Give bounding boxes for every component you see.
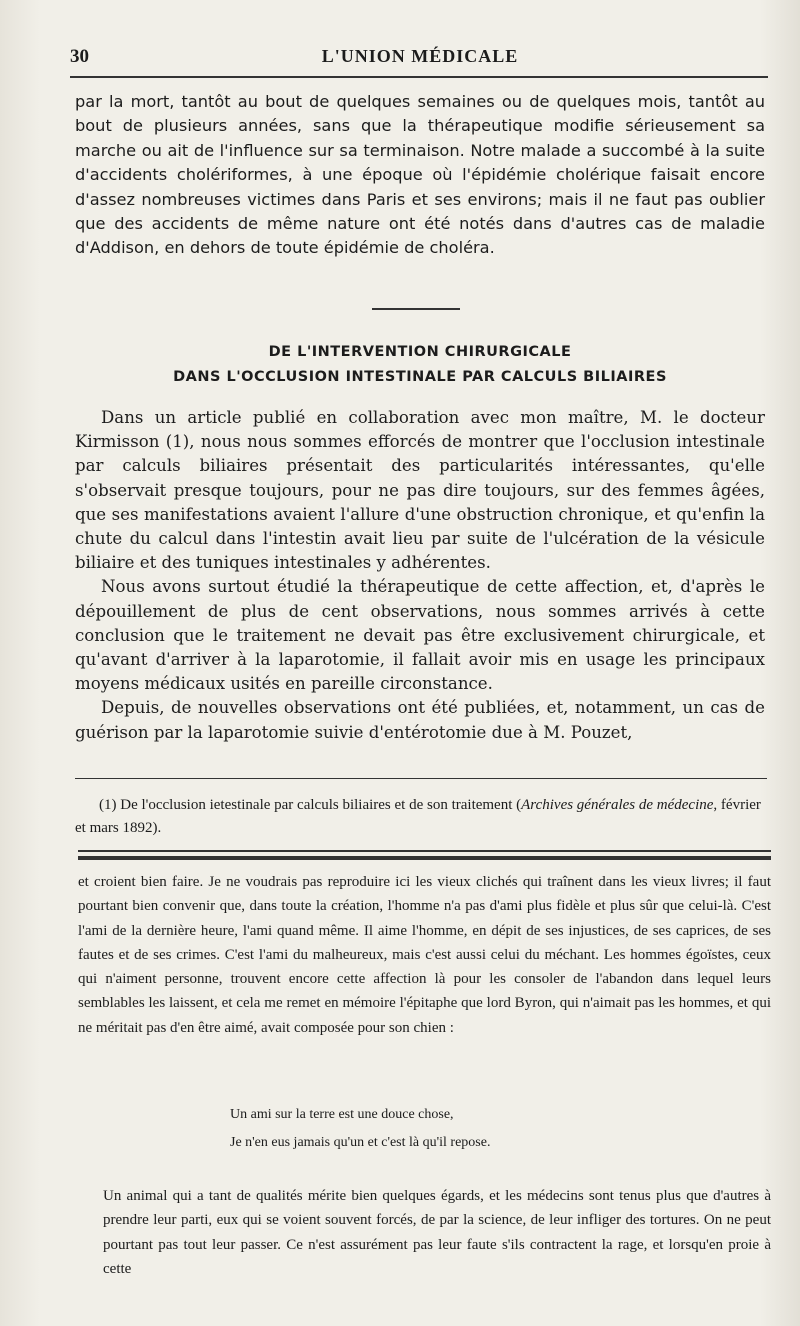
- article-paragraph: Depuis, de nouvelles observations ont été publiées, et, notamment, un cas de guérison par la laparotomie suivie d'entérotomie due à M. Pouzet,: [75, 698, 765, 742]
- feuilleton-text: [78, 870, 771, 1040]
- section-title-line-1: DE L'INTERVENTION CHIRURGICALE: [268, 344, 572, 360]
- article-body: [75, 406, 765, 745]
- article-paragraph: Nous avons surtout étudié la thérapeutique de cette affection, et, d'après le dépouillement de plus de cent observations, nous sommes arrivés à cette conclusion que le traitement ne devait pas être exclusivement chirurgicale, et qu'avant d'arriver à la laparotomie, il fallait avoir mis en usage les principaux moyens médicaux usités en pareille circonstance.: [75, 577, 765, 694]
- running-title: L'UNION MÉDICALE: [321, 46, 519, 66]
- page-header: [70, 40, 770, 72]
- section-separator: [372, 308, 460, 310]
- epitaph-verse-line-1: Un ami sur la terre est une douce chose,: [230, 1107, 454, 1122]
- feuilleton-rule-top: [78, 850, 771, 852]
- article-paragraph: Dans un article publié en collaboration avec mon maître, M. le docteur Kirmisson (1), nous nous sommes efforcés de montrer que l'occlusion intestinale par calculs biliaires présentait des particularités intéressantes, qu'elle s'observait presque toujours, pour ne pas dire toujours, sur des femmes âgées, que ses manifestations avaient l'allure d'une obstruction chronique, et qu'enfin la chute du calcul dans l'intestin avait lieu par suite de l'ulcération de la vésicule biliaire et des tuniques intestinales y adhérentes.: [75, 408, 765, 573]
- footnote-text: (1) De l'occlusion ietestinale par calculs biliaires et de son traitement (: [99, 797, 522, 813]
- feuilleton-paragraph: et croient bien faire. Je ne voudrais pas reproduire ici les vieux clichés qui traînent dans les vieux livres; il faut pourtant bien convenir que, dans toute la création, l'homme n'a pas d'ami plus fidèle et plus sûr que celui-là. C'est l'ami de la dernière heure, l'ami quand même. Il aime l'homme, en dépit de ses injustices, de ses caprices, de ses fautes et de ses crimes. C'est l'ami du malheureux, mais c'est aussi celui du méchant. Les hommes égoïstes, ceux qui n'aiment personne, trouvent encore cette affection là pour les consoler de l'abandon dans lequel leurs semblables les laissent, et cela me remet en mémoire l'épitaphe que lord Byron, qui n'aimait pas les hommes, et qui ne méritait pas d'en être aimé, avait composée pour son chien :: [78, 874, 771, 1036]
- footnote: [75, 794, 765, 840]
- footnote-date: , février et mars 1892).: [75, 797, 761, 836]
- page-number: 30: [70, 46, 89, 67]
- intro-paragraph: par la mort, tantôt au bout de quelques semaines ou de quelques mois, tantôt au bout de plusieurs années, sans que la thérapeutique modifie sérieusement sa marche ou ait de l'influence sur sa terminaison. Notre malade a succombé à la suite d'accidents cholériformes, à une époque où l'épidémie cholérique faisait encore d'assez nombreuses victimes dans Paris et ses environs; mais il ne faut pas oublier que des accidents de même nature ont été notés dans d'autres cas de maladie d'Addison, en dehors de toute épidémie de choléra.: [75, 92, 765, 258]
- section-title-line-2: DANS L'OCCLUSION INTESTINALE PAR CALCULS BILIAIRES: [173, 369, 667, 385]
- footnote-rule: [75, 778, 767, 779]
- footnote-journal-title: Archives générales de médecine: [521, 797, 714, 813]
- epitaph-verse-line-2: Je n'en eus jamais qu'un et c'est là qu'il repose.: [230, 1135, 491, 1150]
- feuilleton-rule-bottom: [78, 856, 771, 860]
- feuilleton-closing-paragraph: Un animal qui a tant de qualités mérite bien quelques égards, et les médecins sont tenus plus que d'autres à prendre leur parti, eux qui se voient souvent forcés, de par la science, de leur infliger des tortures. On ne peut pourtant pas tout leur passer. Ce n'est assurément pas leur faute s'ils contractent la rage, et lorsqu'en proie à cette: [103, 1188, 771, 1277]
- header-rule: [70, 76, 768, 78]
